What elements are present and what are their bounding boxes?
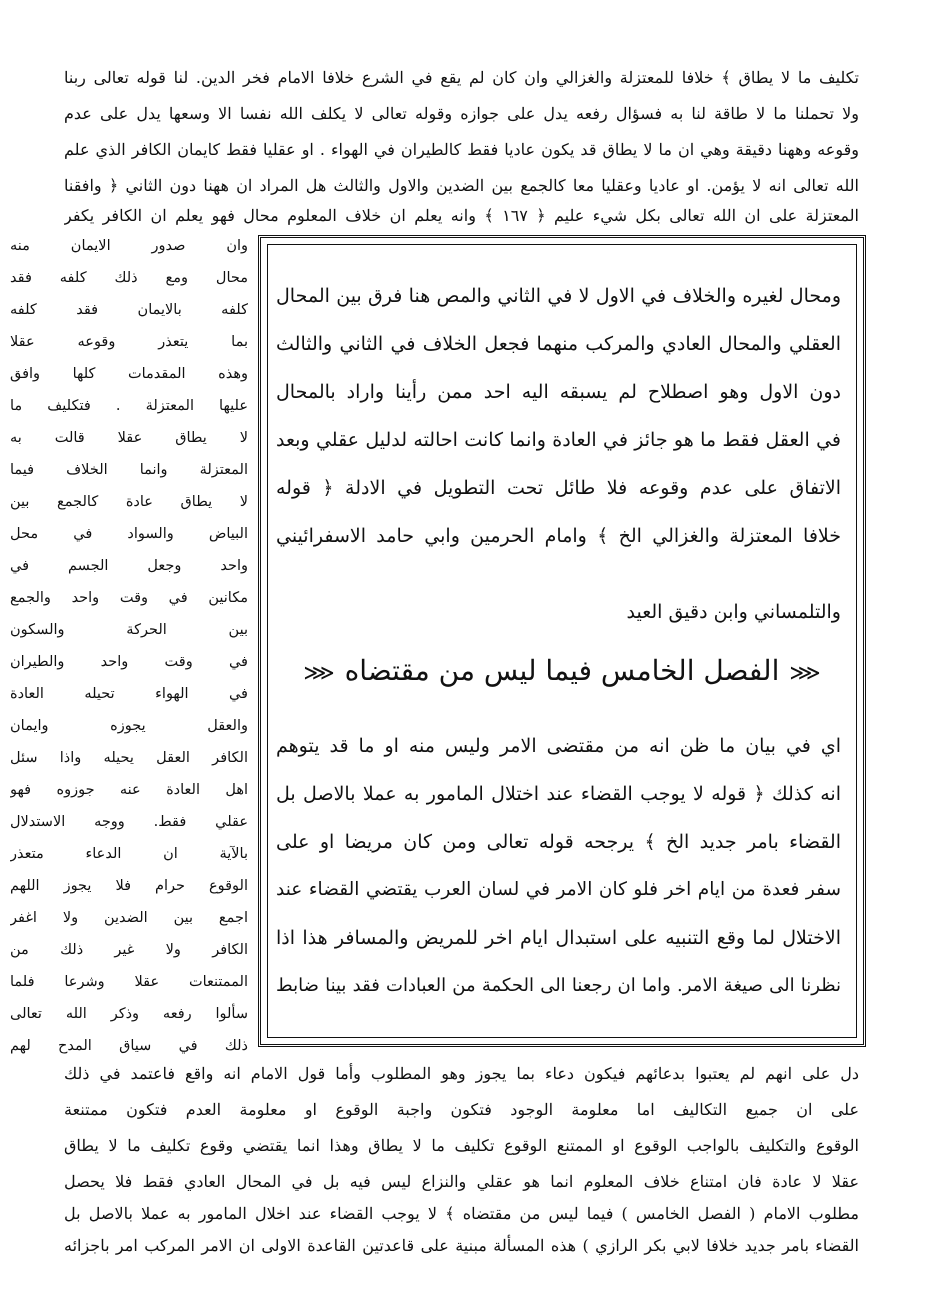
- side-text-line: والعقل يجوزه وايمان: [10, 718, 248, 734]
- side-text-line: المعتزلة وانما الخلاف فيما: [10, 462, 248, 478]
- commentary-frame: [258, 235, 866, 1047]
- frame-text-line: خلافا المعتزلة والغزالي الخ ﴾ وامام الحرمين وابي حامد الاسفرائيني: [276, 525, 841, 547]
- top-text-line: ولا تحملنا ما لا طاقة لنا به فسؤال رفعه يدل على جوازه وقوله تعالى لا يكلف الله نفسا الا وسعها يدل على عدم: [64, 104, 859, 123]
- side-text-line: سألوا رفعه وذكر الله تعالى: [10, 1006, 248, 1022]
- top-text-line: المعتزلة على ان الله تعالى بكل شيء عليم ﴿ ١٦٧ ﴾ وانه يعلم ان خلاف المعلوم محال فهو يعلم ان الكافر يكفر: [64, 206, 859, 225]
- frame-text-line: اي في بيان ما ظن انه من مقتضى الامر وليس منه او ما قد يتوهم: [276, 735, 841, 757]
- bottom-text-line: مطلوب الامام ( الفصل الخامس ) فيما ليس من مقتضاه ﴾ لا يوجب القضاء عند اخلال المامور به عملا بالاصل بل: [64, 1204, 859, 1223]
- side-text-line: واحد وجعل الجسم في: [10, 558, 248, 574]
- bottom-text-line: على ان جميع التكاليف اما معلومة الوجود فتكون واجبة الوقوع او معلومة العدم فتكون ممتنعة: [64, 1100, 859, 1119]
- frame-text-line: ومحال لغيره والخلاف في الاول لا في الثاني والمص هنا فرق بين المحال: [276, 285, 841, 307]
- side-text-line: الممتنعات عقلا وشرعا فلما: [10, 974, 248, 990]
- side-text-line: وان صدور الايمان منه: [10, 238, 248, 254]
- top-text-line: الله تعالى انه لا يؤمن. او عاديا وعقليا معا كالجمع بين الضدين والاول والثالث هل المراد ان ههنا دون الثاني ﴿ وافقنا: [64, 176, 859, 195]
- frame-text-line: الاختلال لما وقع التنبيه على استبدال ايام اخر للمريض والمسافر هذا اذا: [276, 927, 841, 949]
- side-text-line: البياض والسواد في محل: [10, 526, 248, 542]
- side-text-line: اجمع بين الضدين ولا اغفر: [10, 910, 248, 926]
- bottom-text-line: دل على انهم لم يعتبوا بدعائهم فيكون دعاء بما يجوز وهو المطلوب وأما قول الامام انه واقع فاعتمد في ذلك: [64, 1064, 859, 1083]
- bottom-text-line: القضاء بامر جديد خلافا لابي بكر الرازي ) هذه المسألة مبنية على قاعدتين القاعدة الاولى ان الامر المركب امر باجزائه: [64, 1236, 859, 1255]
- frame-text-line: والتلمساني وابن دقيق العيد: [626, 601, 841, 623]
- heading-ornament-icon: ⋘: [789, 661, 821, 686]
- side-text-line: لا يطاق عقلا قالت به: [10, 430, 248, 446]
- heading-ornament-icon: ⋘: [303, 661, 335, 686]
- side-text-line: بين الحركة والسكون: [10, 622, 248, 638]
- bottom-text-line: الوقوع والتكليف بالواجب الوقوع او الممتنع الوقوع تكليف ما لا يطاق وهذا انما يقتضي وقوع تكليف ما لا يطاق: [64, 1136, 859, 1155]
- frame-text-line: انه كذلك ﴿ قوله لا يوجب القضاء عند اختلال المامور به عملا بالاصل بل: [276, 783, 841, 805]
- section-heading-text: الفصل الخامس فيما ليس من مقتضاه: [344, 654, 780, 687]
- side-text-line: عقلي فقط. ووجه الاستدلال: [10, 814, 248, 830]
- frame-text-line: سفر فعدة من ايام اخر فلو كان الامر في لسان العرب يقتضي القضاء عند: [276, 879, 841, 900]
- section-heading: [281, 644, 843, 698]
- side-text-line: كلفه بالايمان فقد كلفه: [10, 302, 248, 318]
- side-text-line: بما يتعذر وقوعه عقلا: [10, 334, 248, 350]
- frame-text-line: القضاء بامر جديد الخ ﴾ يرجحه قوله تعالى ومن كان مريضا او على: [276, 831, 841, 853]
- side-text-line: عليها المعتزلة . فتكليف ما: [10, 398, 248, 414]
- side-text-line: بالآية ان الدعاء متعذر: [10, 846, 248, 862]
- side-text-line: في وقت واحد والطيران: [10, 654, 248, 670]
- side-text-line: الكافر العقل يحيله واذا سئل: [10, 750, 248, 766]
- top-text-line: وقوعه وههنا دقيقة وهي ان ما لا يطاق قد يكون عاديا فقط كالطيران في الهواء . او عقليا فقط كايمان الكافر الذي علم: [64, 140, 859, 159]
- side-text-line: وهذه المقدمات كلها وافق: [10, 366, 248, 382]
- frame-text-line: الاتفاق على عدم وقوعه فلا طائل تحت التطويل في الادلة ﴿ قوله: [276, 477, 841, 499]
- top-text-line: تكليف ما لا يطاق ﴾ خلافا للمعتزلة والغزالي وان كان لم يقع في الشرع خلافا الامام فخر الدين. لنا قوله تعالى ربنا: [64, 68, 859, 87]
- frame-text-line: في العقل فقط ما هو جائز في العادة وانما كانت احالته لدليل عقلي وبعد: [276, 429, 841, 451]
- side-text-line: ذلك في سياق المدح لهم: [10, 1038, 248, 1054]
- bottom-text-line: عقلا لا عادة فان امتناع خلاف المعلوم انما هو عقلي والنزاع ليس فيه بل في المحال العادي فقط فلا يحصل: [64, 1172, 859, 1191]
- frame-text-line: نظرنا الى صيغة الامر. واما ان رجعنا الى الحكمة من العبادات فقد بينا ضابط: [276, 975, 841, 996]
- side-text-line: الوقوع حرام فلا يجوز اللهم: [10, 878, 248, 894]
- side-text-line: اهل العادة عنه جوزوه فهو: [10, 782, 248, 798]
- side-text-line: في الهواء تحيله العادة: [10, 686, 248, 702]
- side-text-line: الكافر ولا غير ذلك من: [10, 942, 248, 958]
- side-text-line: مكانين في وقت واحد والجمع: [10, 590, 248, 606]
- side-text-line: لا يطاق عادة كالجمع بين: [10, 494, 248, 510]
- frame-text-line: دون الاول وهو اصطلاح لم يسبقه اليه احد ممن رأينا واراد بالمحال: [276, 381, 841, 403]
- side-text-line: محال ومع ذلك كلفه فقد: [10, 270, 248, 286]
- frame-text-line: العقلي والمحال العادي والمركب منهما فجعل الخلاف في الثاني والثالث: [276, 333, 841, 355]
